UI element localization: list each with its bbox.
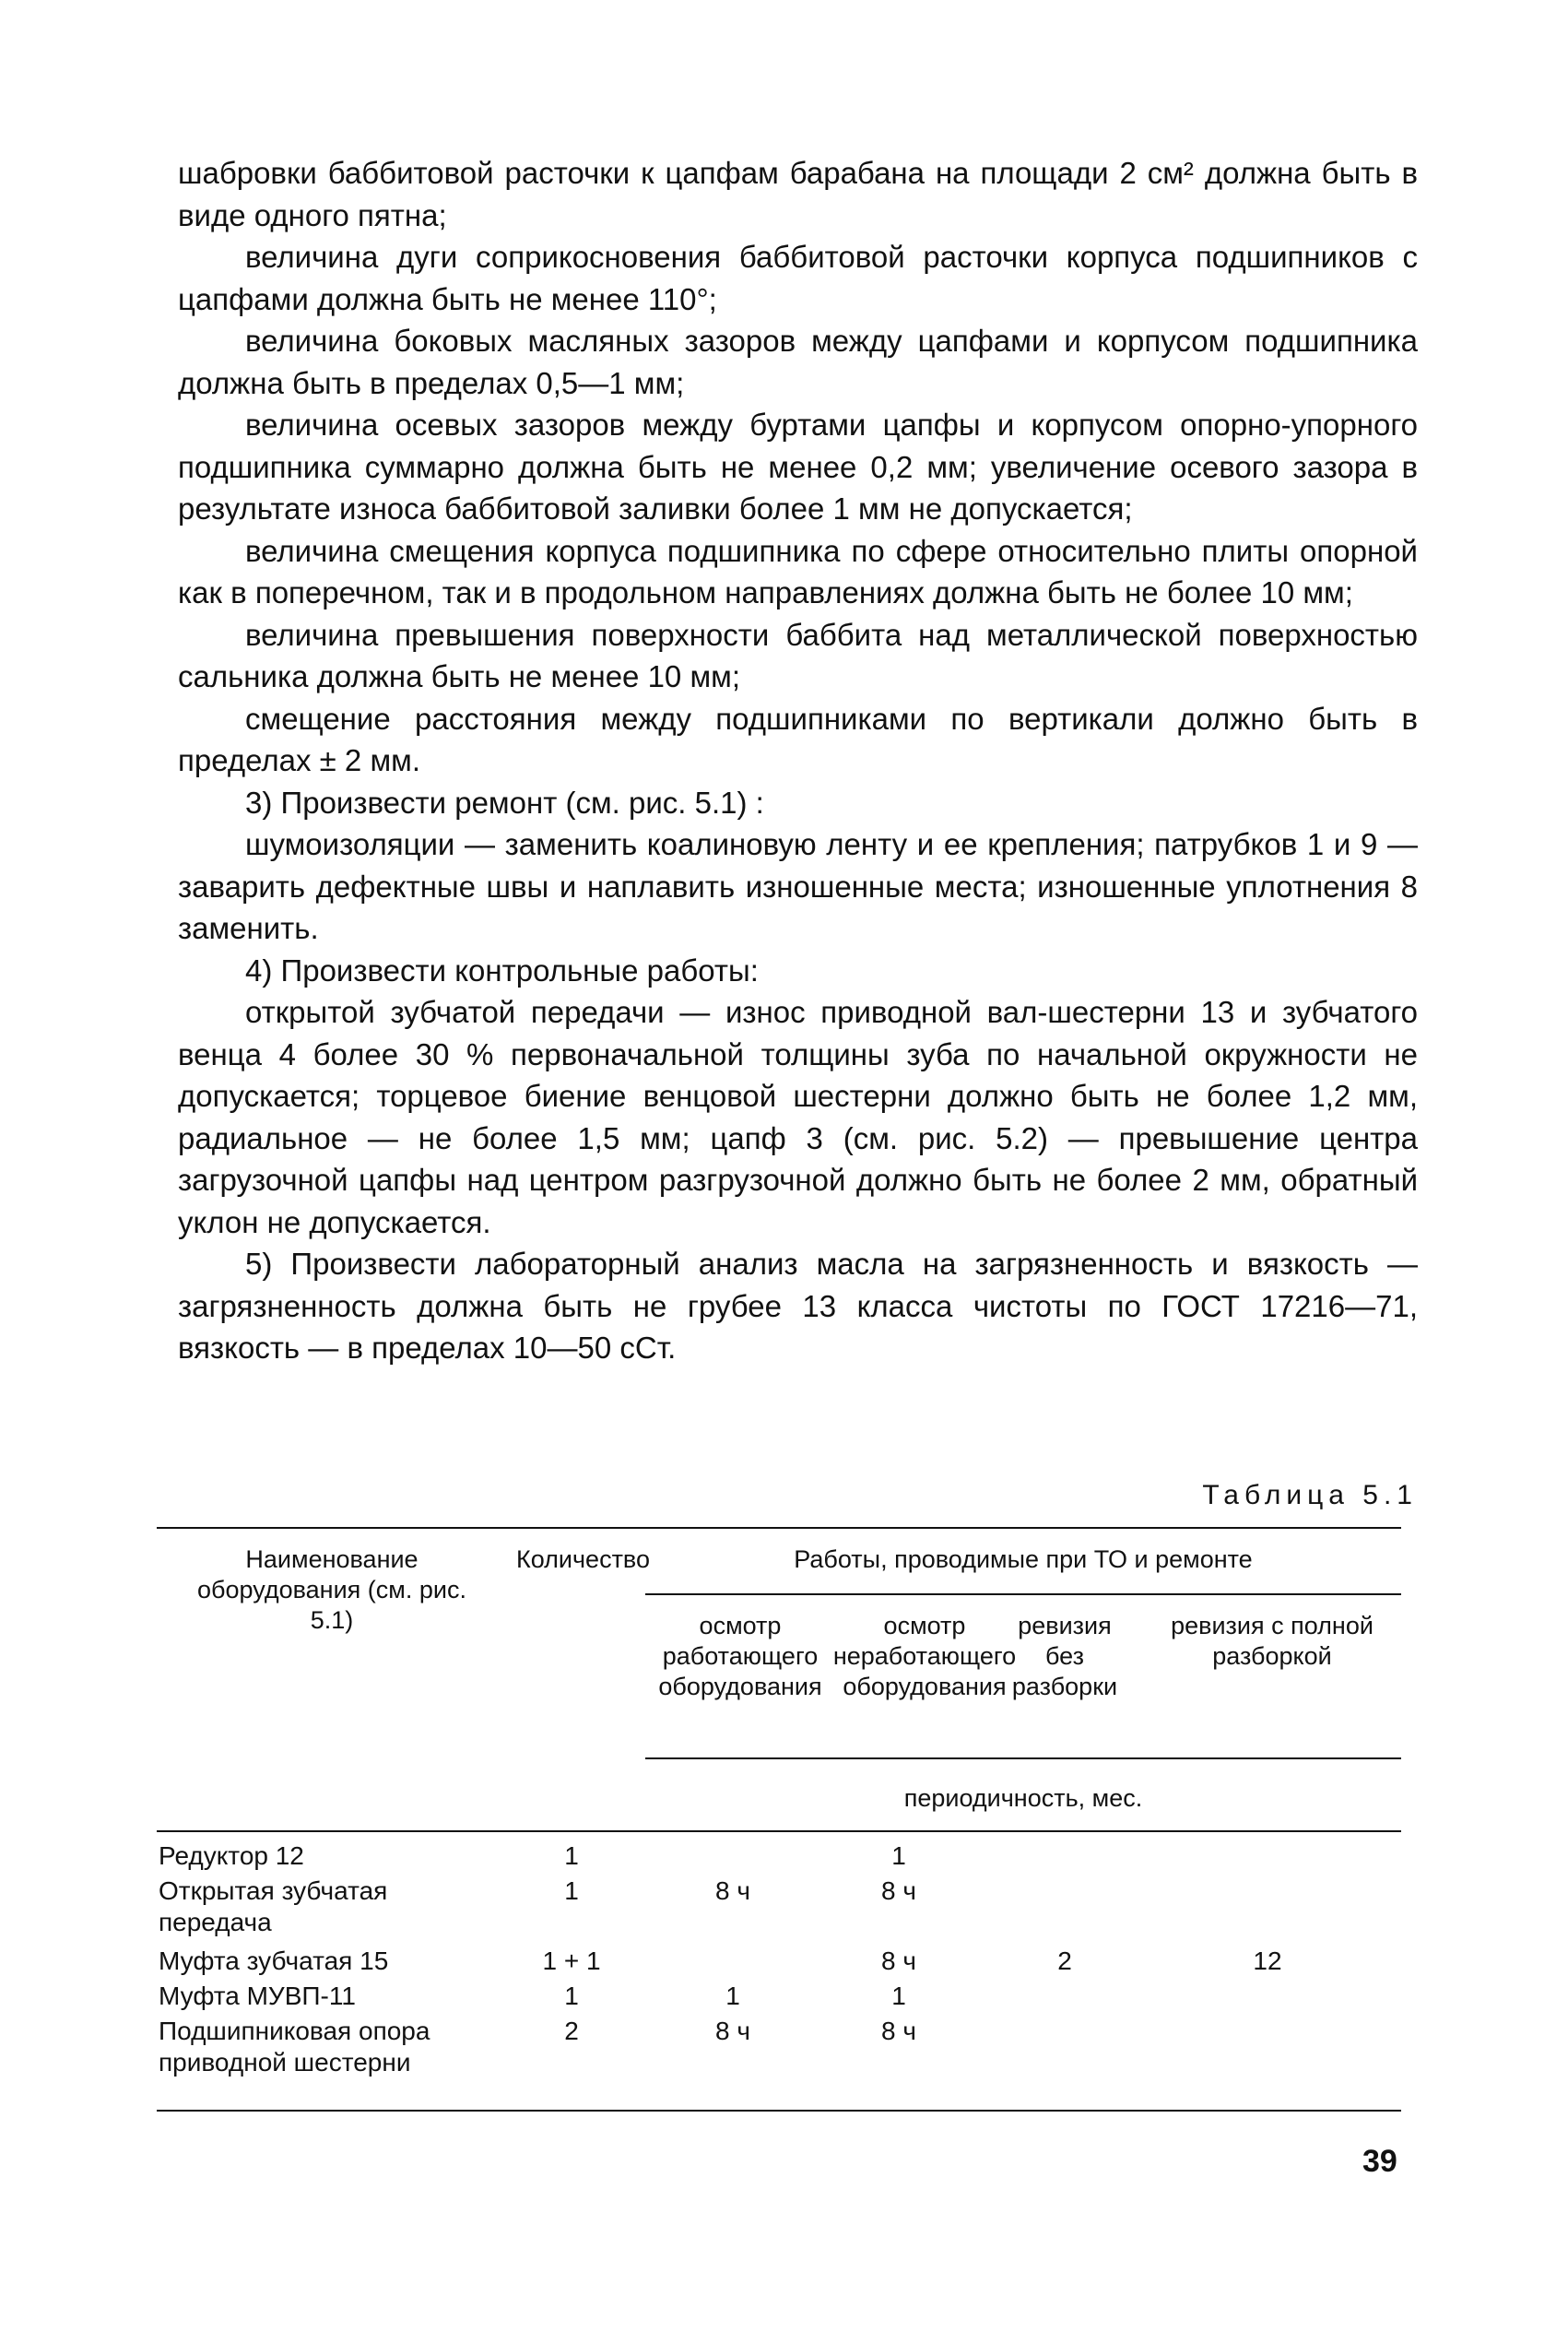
header-col2: осмотр неработающего оборудования xyxy=(832,1612,1017,1700)
paragraph: открытой зубчатой передачи — износ приводной вал-шестерни 13 и зубчатого венца 4 более 30 % первоначальной толщины зуба по начальной окружности не допускается; торцевое биение венцовой шестерни должно быть не более 1,2 мм, радиальное — не более 1,5 мм; цапф 3 (см. рис. 5.2) — превышение центра загрузочной цапфы над центром разгрузочной должно быть не более 2 мм, обратный уклон не допускается. xyxy=(178,995,1418,1239)
table-row-name: Муфта зубчатая 15 xyxy=(159,1946,389,1975)
table-top-rule xyxy=(157,1527,1401,1529)
table-row-name: Подшипниковая опора приводной шестерни xyxy=(159,2017,430,2077)
table-caption: Таблица 5.1 xyxy=(1202,1480,1418,1510)
table-row-name: Открытая зубчатая передача xyxy=(159,1876,388,1936)
body-text xyxy=(178,152,1418,1369)
table-row-c2: 8 ч xyxy=(881,1946,916,1975)
table-row-qty: 1 xyxy=(564,1982,579,2010)
paragraph: 4) Произвести контрольные работы: xyxy=(245,953,759,988)
table-row-c4: 12 xyxy=(1253,1946,1282,1975)
paragraph: шумоизоляции — заменить коалиновую ленту и ее крепления; патрубков 1 и 9 — заварить дефектные швы и наплавить изношенные места; изношенные уплотнения 8 заменить. xyxy=(178,827,1418,945)
paragraph: смещение расстояния между подшипниками по вертикали должно быть в пределах ± 2 мм. xyxy=(178,701,1418,777)
table-row-name: Муфта МУВП-11 xyxy=(159,1982,356,2010)
page-number: 39 xyxy=(1362,2144,1397,2179)
header-col1: осмотр работающего оборудования xyxy=(658,1612,822,1700)
header-col4: ревизия с полной разборкой xyxy=(1171,1612,1373,1670)
header-group: Работы, проводимые при ТО и ремонте xyxy=(794,1545,1253,1573)
table-row-c2: 1 xyxy=(891,1841,906,1870)
paragraph: величина боковых масляных зазоров между цапфами и корпусом подшипника должна быть в пределах 0,5—1 мм; xyxy=(178,324,1418,400)
paragraph: величина осевых зазоров между буртами цапфы и корпусом опорно-упорного подшипника суммарно должна быть не менее 0,2 мм; увеличение осевого зазора в результате износа баббитовой заливки более 1 мм не допускается; xyxy=(178,408,1418,526)
table-header-rule xyxy=(157,1830,1401,1832)
table-row-c2: 1 xyxy=(891,1982,906,2010)
header-periodicity: периодичность, мес. xyxy=(903,1784,1143,1812)
table-row-qty: 1 + 1 xyxy=(542,1946,601,1975)
table-row-qty: 2 xyxy=(564,2017,579,2045)
paragraph: 5) Произвести лабораторный анализ масла на загрязненность и вязкость — загрязненность должна быть не грубее 13 класса чистоты по ГОСТ 17216—71, вязкость — в пределах 10—50 сСт. xyxy=(178,1247,1418,1365)
header-qty: Количество xyxy=(516,1545,650,1573)
table-row-c2: 8 ч xyxy=(881,2017,916,2045)
paragraph: величина смещения корпуса подшипника по сфере относительно плиты опорной как в поперечном, так и в продольном направлениях должна быть не более 10 мм; xyxy=(178,533,1418,609)
table-row-qty: 1 xyxy=(564,1841,579,1870)
table-row-name xyxy=(159,1840,490,1872)
header-periodicity-rule xyxy=(645,1757,1401,1759)
table-row-c1: 1 xyxy=(725,1982,740,2010)
paragraph: величина превышения поверхности баббита над металлической поверхностью сальника должна быть не менее 10 мм; xyxy=(178,617,1418,693)
paragraph: 3) Произвести ремонт (см. рис. 5.1) : xyxy=(245,785,764,820)
paragraph: величина дуги соприкосновения баббитовой расточки корпуса подшипников с цапфами должна быть не менее 110°; xyxy=(178,240,1418,316)
table-row-c2: 8 ч xyxy=(881,1876,916,1905)
header-name: Наименование оборудования (см. рис. 5.1) xyxy=(197,1545,466,1634)
table-row-c1: 8 ч xyxy=(715,2017,750,2045)
table-row-c3: 2 xyxy=(1057,1946,1072,1975)
header-col3: ревизия без разборки xyxy=(1011,1612,1118,1700)
row-name-text: Редуктор 12 xyxy=(159,1841,304,1870)
table-bottom-rule xyxy=(157,2110,1401,2112)
paragraph: шабровки баббитовой расточки к цапфам барабана на площади 2 см² должна быть в виде одного пятна; xyxy=(178,156,1418,232)
table-row-c1: 8 ч xyxy=(715,1876,750,1905)
table-row-qty: 1 xyxy=(564,1876,579,1905)
header-group-rule xyxy=(645,1593,1401,1595)
